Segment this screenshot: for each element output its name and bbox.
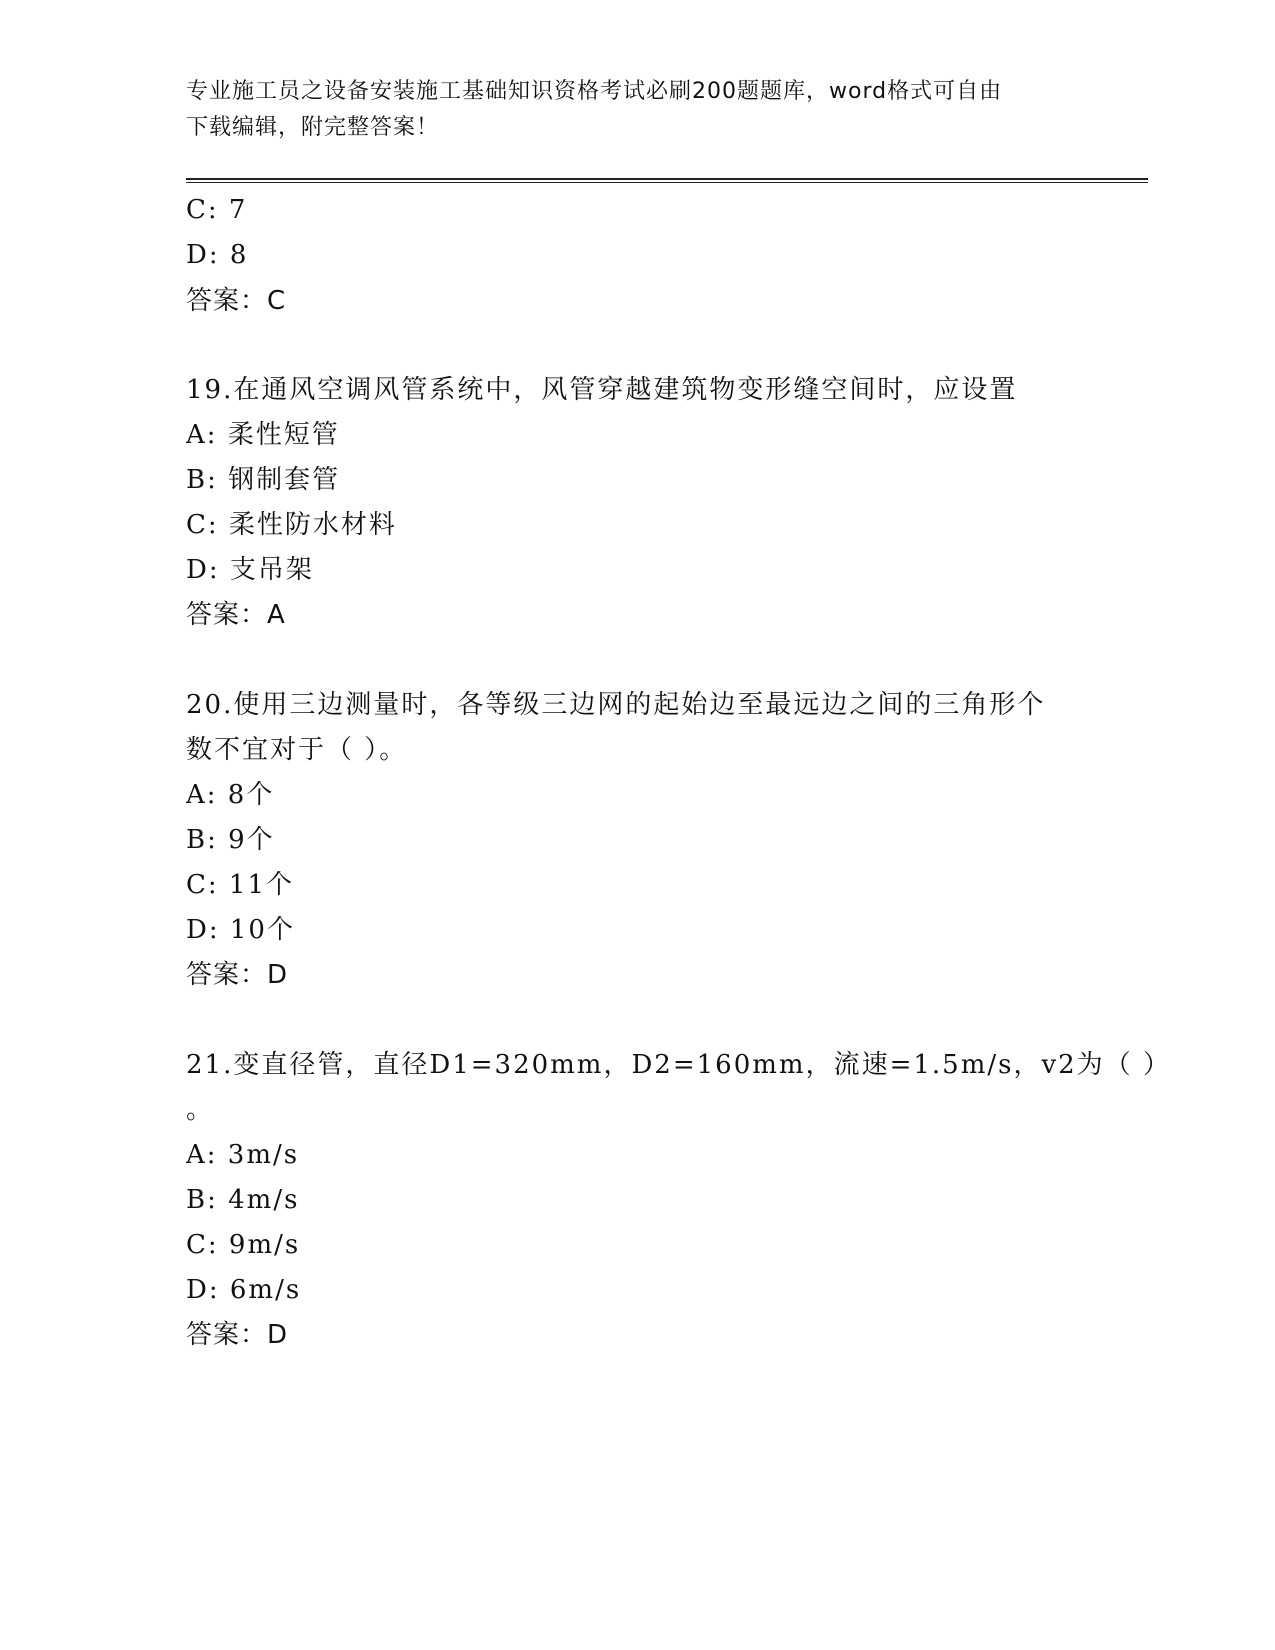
header-rule-thin <box>186 182 1148 183</box>
q21-option-d: D: 6m/s <box>186 1275 302 1305</box>
document-header <box>186 74 1086 146</box>
q19-answer: 答案：A <box>186 600 286 630</box>
q20-option-d: D: 10个 <box>186 915 295 945</box>
header-line-1: 专业施工员之设备安装施工基础知识资格考试必刷200题题库，word格式可自由 <box>186 79 1003 104</box>
q18-option-d: D: 8 <box>186 240 249 270</box>
q19-option-a: A: 柔性短管 <box>186 420 340 450</box>
q18-answer: 答案：C <box>186 286 287 316</box>
q20-question-line-2: 数不宜对于（ ）。 <box>186 735 408 765</box>
q19-option-c: C: 柔性防水材料 <box>186 510 397 540</box>
q21-question-line-2: 。 <box>186 1095 215 1125</box>
q21-option-c: C: 9m/s <box>186 1230 301 1260</box>
q21-question-line-1: 21.变直径管，直径D1=320mm，D2=160mm，流速=1.5m/s，v2为（ ） <box>186 1050 1171 1080</box>
q20-option-c: C: 11个 <box>186 870 295 900</box>
q19-option-b: B: 钢制套管 <box>186 465 341 495</box>
q20-answer: 答案：D <box>186 960 289 990</box>
q21-option-b: B: 4m/s <box>186 1185 300 1215</box>
q19-option-d: D: 支吊架 <box>186 555 314 585</box>
q20-question-line-1: 20.使用三边测量时，各等级三边网的起始边至最远边之间的三角形个 <box>186 690 1046 720</box>
q21-answer: 答案：D <box>186 1320 289 1350</box>
q21-option-a: A: 3m/s <box>186 1140 300 1170</box>
q18-option-c: C: 7 <box>186 195 248 225</box>
q20-option-b: B: 9个 <box>186 825 275 855</box>
header-rule-thick <box>186 178 1148 180</box>
header-line-2: 下载编辑，附完整答案！ <box>186 115 440 140</box>
q20-option-a: A: 8个 <box>186 780 275 810</box>
q19-question: 19.在通风空调风管系统中，风管穿越建筑物变形缝空间时，应设置 <box>186 375 1018 405</box>
